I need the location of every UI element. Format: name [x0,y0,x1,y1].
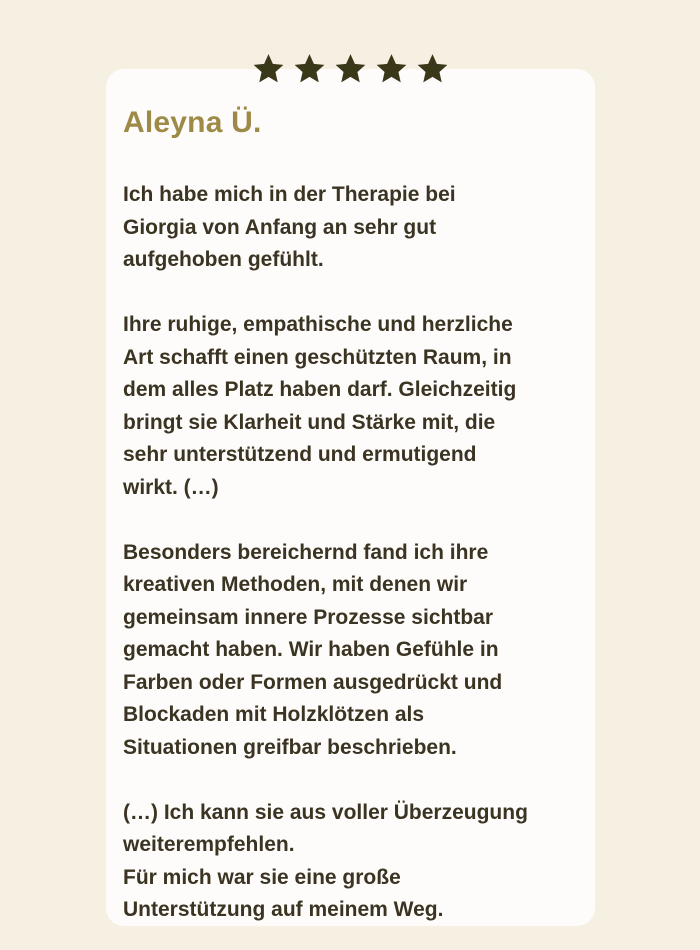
star-icon [374,52,409,86]
star-icon [333,52,368,86]
review-paragraph-1: Ich habe mich in der Therapie bei Giorgia von Anfang an sehr gut aufgehoben gefühlt. [123,183,456,271]
review-paragraph-4: (…) Ich kann sie aus voller Überzeugung weiterempfehlen. Für mich war sie eine große Unterstützung auf meinem Weg. [123,800,528,921]
reviewer-name: Aleyna Ü. [123,106,262,139]
review-paragraph-3: Besonders bereichernd fand ich ihre kreativen Methoden, mit denen wir gemeinsam innere Prozesse sichtbar gemacht haben. Wir haben Gefühle in Farben oder Formen ausgedrückt und Blockaden mit Holzklötzen als Situationen greifbar beschrieben. [123,540,503,759]
review-text [123,179,579,927]
star-icon [251,52,286,86]
star-icon [415,52,450,86]
review-paragraph-2: Ihre ruhige, empathische und herzliche Art schafft einen geschützten Raum, in dem alles Platz haben darf. Gleichzeitig bringt sie Klarheit und Stärke mit, die sehr unterstützend und ermutigend wirkt. (…) [123,313,517,499]
star-icon [292,52,327,86]
star-rating [0,52,700,86]
testimonial-card [106,69,595,926]
